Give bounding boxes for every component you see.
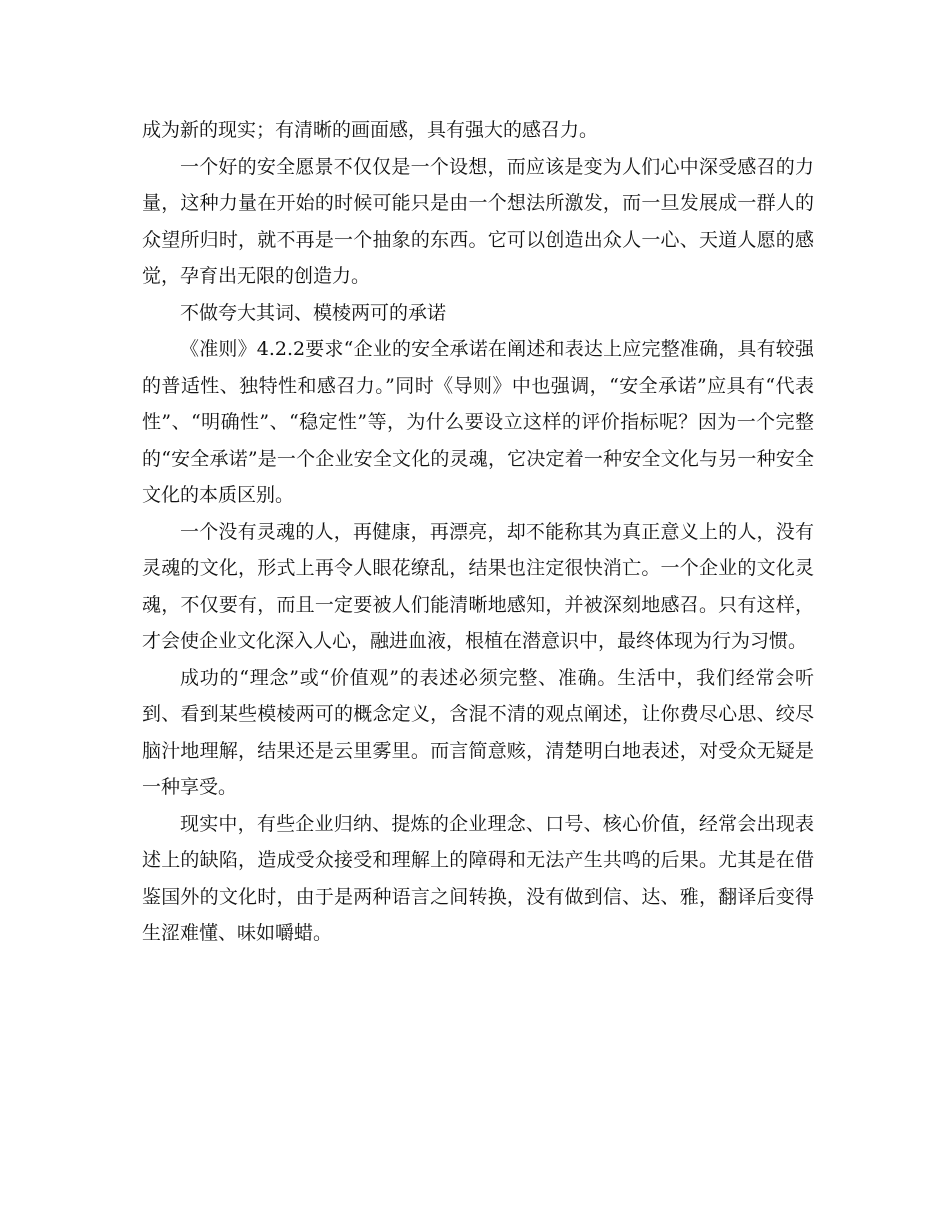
document-body [142,112,814,952]
paragraph-standard-requirement: 《准则》4.2.2要求“企业的安全承诺在阐述和表达上应完整准确，具有较强的普适性、独特性和感召力。”同时《导则》中也强调，“安全承诺”应具有“代表性”、“明确性”、“稳定性”等，为什么要设立这样的评价指标呢？因为一个完整的“安全承诺”是一个企业安全文化的灵魂，它决定着一种安全文化与另一种安全文化的本质区别。 [142,338,814,506]
paragraph-culture-soul: 一个没有灵魂的人，再健康，再漂亮，却不能称其为真正意义上的人，没有灵魂的文化，形式上再令人眼花缭乱，结果也注定很快消亡。一个企业的文化灵魂，不仅要有，而且一定要被人们能清晰地感知，并被深刻地感召。只有这样，才会使企业文化深入人心，融进血液，根植在潜意识中，最终体现为行为习惯。 [142,520,814,652]
paragraph-continuation: 成为新的现实；有清晰的画面感，具有强大的感召力。 [142,119,599,141]
paragraph-reality: 现实中，有些企业归纳、提炼的企业理念、口号、核心价值，经常会出现表述上的缺陷，造成受众接受和理解上的障碍和无法产生共鸣的后果。尤其是在借鉴国外的文化时，由于是两种语言之间转换，没有做到信、达、雅，翻译后变得生涩难懂、味如嚼蜡。 [142,812,814,944]
paragraph-expression: 成功的“理念”或“价值观”的表述必须完整、准确。生活中，我们经常会听到、看到某些模棱两可的概念定义，含混不清的观点阐述，让你费尽心思、绞尽脑汁地理解，结果还是云里雾里。而言简意赅，清楚明白地表述，对受众无疑是一种享受。 [142,666,814,798]
section-heading: 不做夸大其词、模棱两可的承诺 [180,301,447,324]
paragraph-safety-vision: 一个好的安全愿景不仅仅是一个设想，而应该是变为人们心中深受感召的力量，这种力量在开始的时候可能只是由一个想法所激发，而一旦发展成一群人的众望所归时，就不再是一个抽象的东西。它可以创造出众人一心、天道人愿的感觉，孕育出无限的创造力。 [142,155,814,287]
